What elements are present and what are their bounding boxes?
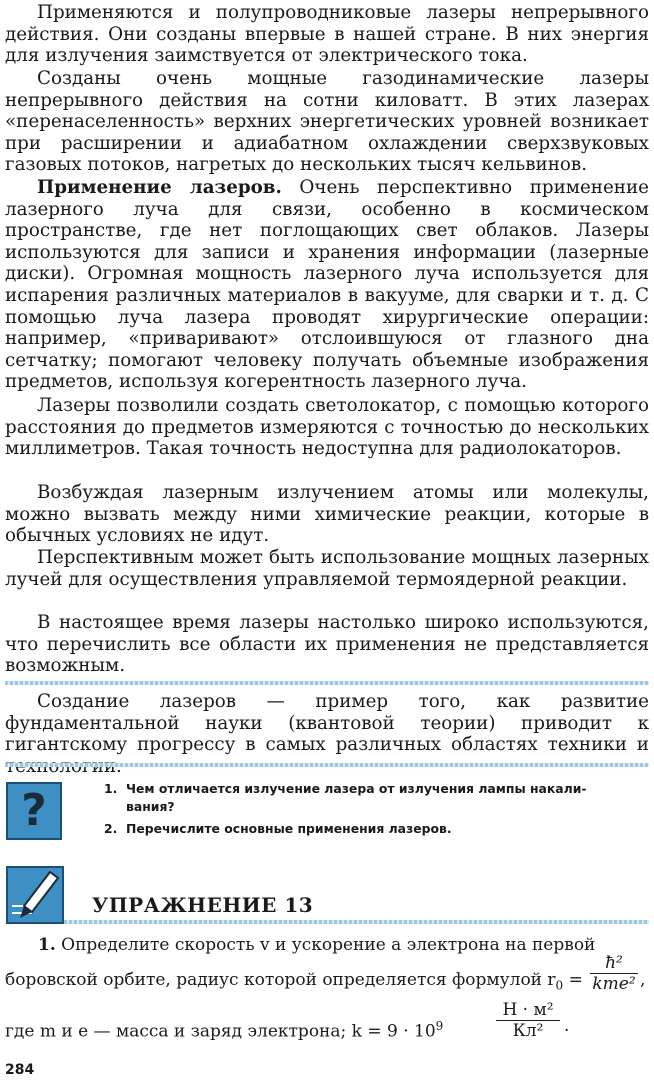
paragraph-thermonuclear: Перспективным может быть использование мощных лазерных лучей для осуществления управляемой термоядерной реакции. [5,547,649,590]
fraction-numerator: ħ² [605,953,623,973]
constant-units-fraction [496,1000,560,1041]
paragraph-semiconductor-lasers: Применяются и полупроводниковые лазеры непрерывного действия. Они созданы впервые в нашей стране. В них энергия для излучения заимствуется от электрического тока. [5,2,649,67]
question-item-2: 2. Перечислите основные применения лазеров. [104,821,452,836]
question-icon [6,782,62,840]
paragraph-chemical-reactions: Возбуждая лазерным излучением атомы или молекулы, можно вызвать между ними химические реакции, которые в обычных условиях не идут. [5,482,649,547]
page-number: 284 [5,1062,35,1078]
fraction-denominator: kme² [590,973,638,994]
units-denominator: Кл² [496,1020,560,1041]
exercise-title-underline [64,920,649,924]
question-mark-glyph: ? [21,785,47,836]
exercise-line-1: 1. Определите скорость v и ускорение a электрона на первой [38,935,596,955]
units-numerator: Н · м² [502,1000,554,1020]
summary-paragraph: Создание лазеров — пример того, как развитие фундаментальной науки (квантовой теории) приводит к гигантскому прогрессу в самых различных областях техники и [5,691,649,756]
comma: , [640,970,646,990]
section-divider-top [5,681,649,685]
exercise-title: УПРАЖНЕНИЕ 13 [92,893,314,917]
question-item-1: 1. Чем отличается излучение лазера от излучения лампы накали- вания? [104,781,587,814]
paragraph-gasdynamic-lasers: Созданы очень мощные газодинамические лазеры непрерывного действия на сотни киловатт. В этих лазерах «перенаселенность» верхних энергетических уровней возникает при расширении и адиабатном охлаждении сверхзвуковых газовых потоков, нагретых до нескольких тысяч кельвинов. [5,68,649,176]
exercise-line-2: боровской орбите, радиус которой определяется формулой $r_0$ = [5,970,583,993]
paragraph-laser-applications: Применение лазеров. Очень перспективно применение лазерного луча для связи, особенно в космическом пространстве, где нет поглощающих свет облаков. Лазеры используются для записи и хранения информации (лазерные диски). Огромная мощность лазерного луча используется для испарения различных материалов в вакууме, для сварки и т. д. С помощью луча лазера проводят хирургические операции: например, «приваривают» отслоившуюся от глазного дна сетчатку; помогают человеку получать объемные изображения предметов, используя когерентность лазерного луча. [5,177,649,393]
section-divider-bottom [5,763,649,767]
period: . [564,1016,570,1036]
pen-exercise-icon [6,866,64,924]
bohr-radius-fraction [590,953,638,994]
application-heading: Применение лазеров. [37,177,282,198]
paragraph-wide-use: В настоящее время лазеры настолько широко используются, что перечислить все области их применения не представляется возможным. [5,612,649,677]
exercise-line-3: где m и e — масса и заряд электрона; $k = 9 \cdot 10^9$ [5,1019,444,1042]
paragraph-light-locator: Лазеры позволили создать светолокатор, с помощью которого расстояния до предметов измеряются с точностью до нескольких миллиметров. Такая точность недоступна для радиолокаторов. [5,395,649,460]
